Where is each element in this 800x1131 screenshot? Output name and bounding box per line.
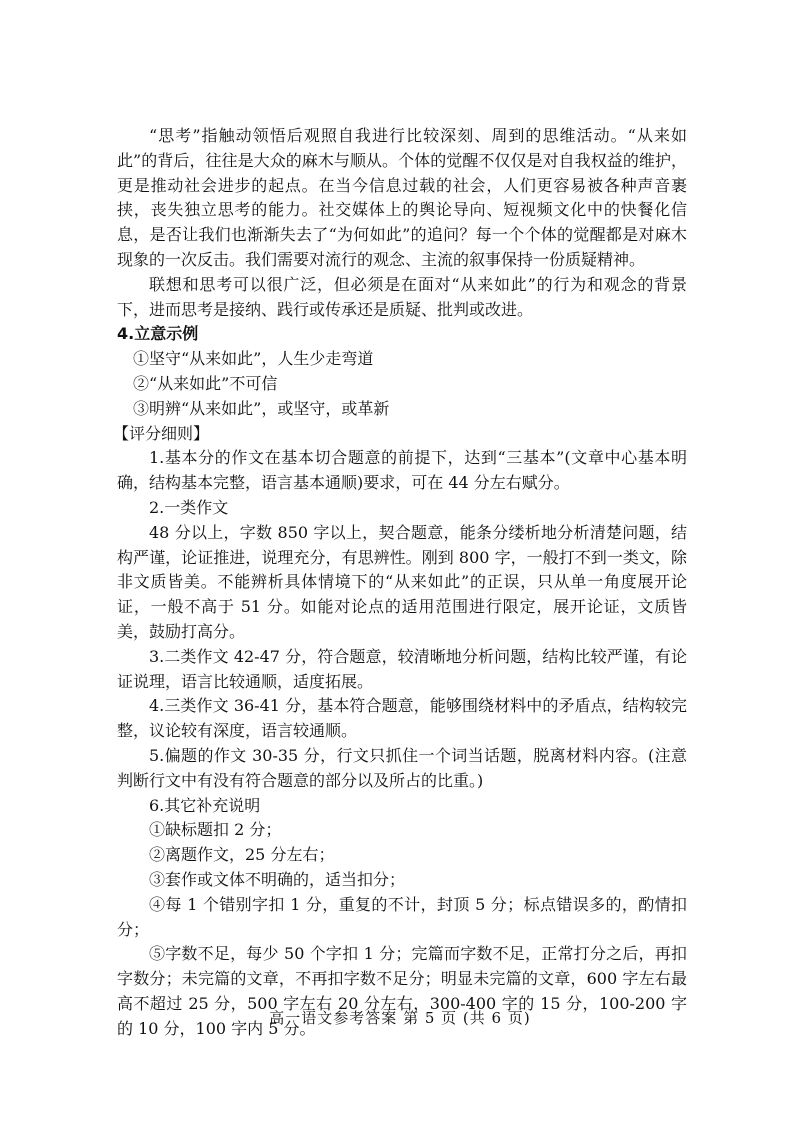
example-item: ②“从来如此”不可信: [133, 373, 278, 393]
section-heading-examples: 4.立意示例: [117, 324, 199, 344]
example-item: ③明辨“从来如此”，或坚守，或革新: [133, 398, 390, 418]
supplement-item: ④每 1 个错别字扣 1 分，重复的不计，封顶 5 分；标点错误多的，酌情扣分；: [117, 894, 687, 939]
page-body: [113, 124, 687, 1041]
paragraph-association: 联想和思考可以很广泛，但必须是在面对“从来如此”的行为和观念的背景下，进而思考是接纳、践行或传承还是质疑、批判或改进。: [117, 274, 687, 319]
scoring-rule: 3.二类作文 42-47 分，符合题意，较清晰地分析问题，结构比较严谨，有论证说理，语言比较通顺，适度拓展。: [117, 646, 687, 691]
scoring-heading: 【评分细则】: [113, 423, 210, 443]
paragraph-thinking: “思考”指触动领悟后观照自我进行比较深刻、周到的思维活动。“从来如此”的背后，往往是大众的麻木与顺从。个体的觉醒不仅仅是对自我权益的维护，更是推动社会进步的起点。在当今信息过载的社会，人们更容易被各种声音裹挟，丧失独立思考的能力。社交媒体上的舆论导向、短视频文化中的快餐化信息，是否让我们也渐渐失去了“为何如此”的追问？每一个个体的觉醒都是对麻木现象的一次反击。我们需要对流行的观念、主流的叙事保持一份质疑精神。: [117, 126, 687, 269]
scoring-rule: 6.其它补充说明: [149, 795, 261, 815]
supplement-item: ①缺标题扣 2 分；: [149, 820, 282, 840]
scoring-rule: 4.三类作文 36-41 分，基本符合题意，能够围绕材料中的矛盾点，结构较完整，议论较有深度，语言较通顺。: [117, 696, 687, 741]
scoring-rule: 5.偏题的作文 30-35 分，行文只抓住一个词当话题，脱离材料内容。(注意判断行文中有没有符合题意的部分以及所占的比重。): [117, 745, 687, 790]
scoring-rule: 1.基本分的作文在基本切合题意的前提下，达到“三基本”(文章中心基本明确，结构基本完整，语言基本通顺)要求，可在 44 分左右赋分。: [117, 448, 687, 493]
supplement-item: ⑤字数不足，每少 50 个字扣 1 分；完篇而字数不足，正常打分之后，再扣字数分；未完篇的文章，不再扣字数不足分；明显未完篇的文章，600 字左右最高不超过 25 分，500 字左右 20 分左右，300-400 字的 15 分，100-200 字的 10 分，100 字内 5 分。: [117, 944, 687, 1038]
supplement-item: ②离题作文，25 分左右；: [149, 845, 335, 865]
page-footer: 高一语文参考答案 第 5 页 (共 6 页): [269, 1009, 531, 1027]
example-item: ①坚守“从来如此”，人生少走弯道: [133, 349, 374, 369]
scoring-rule: 48 分以上，字数 850 字以上，契合题意，能条分缕析地分析清楚问题，结构严谨，论证推进，说理充分，有思辨性。刚到 800 字，一般打不到一类文，除非文质皆美。不能辨析具体情境下的“从来如此”的正误，只从单一角度展开论证，一般不高于 51 分。如能对论点的适用范围进行限定，展开论证，文质皆美，鼓励打高分。: [117, 522, 687, 641]
supplement-item: ③套作或文体不明确的，适当扣分；: [149, 869, 406, 889]
scoring-rule: 2.一类作文: [149, 497, 229, 517]
